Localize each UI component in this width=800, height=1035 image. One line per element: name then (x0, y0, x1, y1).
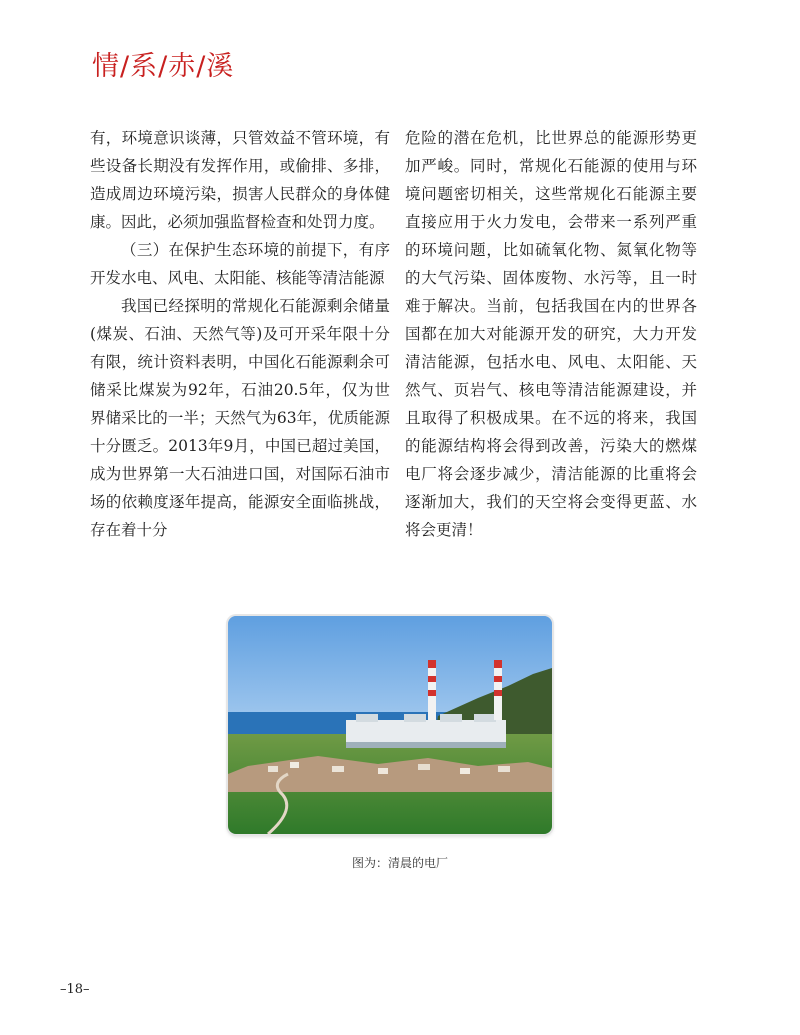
paragraph-continuation: 危险的潜在危机，比世界总的能源形势更加严峻。同时，常规化石能源的使用与环境问题密切相关，这些常规化石能源主要直接应用于火力发电，会带来一系列严重的环境问题，比如硫氧化物、氮氧化物等的大气污染、固体废物、水污等，且一时难于解决。当前，包括我国在内的世界各国都在加大对能源开发的研究，大力开发清洁能源，包括水电、风电、太阳能、天然气、页岩气、核电等清洁能源建设，并且取得了积极成果。在不远的将来，我国的能源结构将会得到改善，污染大的燃煤电厂将会逐步减少，清洁能源的比重将会逐渐加大，我们的天空将会变得更蓝、水将会更清！ (405, 129, 697, 539)
paragraph-continuation: 有，环境意识谈薄，只管效益不管环境，有些设备长期没有发挥作用，或偷排、多排，造成周边环境污染，损害人民群众的身体健康。因此，必须加强监督检查和处罚力度。 (90, 129, 390, 231)
power-plant-photo (228, 616, 552, 834)
power-plant-illustration (228, 616, 552, 834)
power-station-buildings (346, 714, 506, 748)
paragraph: 我国已经探明的常规化石能源剩余储量(煤炭、石油、天然气等)及可开采年限十分有限，统计资料表明，中国化石能源剩余可储采比煤炭为92年，石油20.5年，仅为世界储采比的一半；天然气为63年，优质能源十分匮乏。2013年9月，中国已超过美国，成为世界第一大石油进口国，对国际石油市场的依赖度逐年提高，能源安全面临挑战，存在着十分 (90, 297, 390, 539)
chimney-left (428, 660, 436, 720)
figure-caption: 图为：清晨的电厂 (351, 856, 448, 870)
page-number: –18– (60, 982, 90, 997)
chimney-right (494, 660, 502, 720)
right-text-column (405, 124, 697, 544)
section-heading: （三）在保护生态环境的前提下，有序开发水电、风电、太阳能、核能等清洁能源 (90, 241, 390, 287)
left-text-column (90, 124, 390, 544)
section-header: 情/系/赤/溪 (92, 51, 235, 82)
